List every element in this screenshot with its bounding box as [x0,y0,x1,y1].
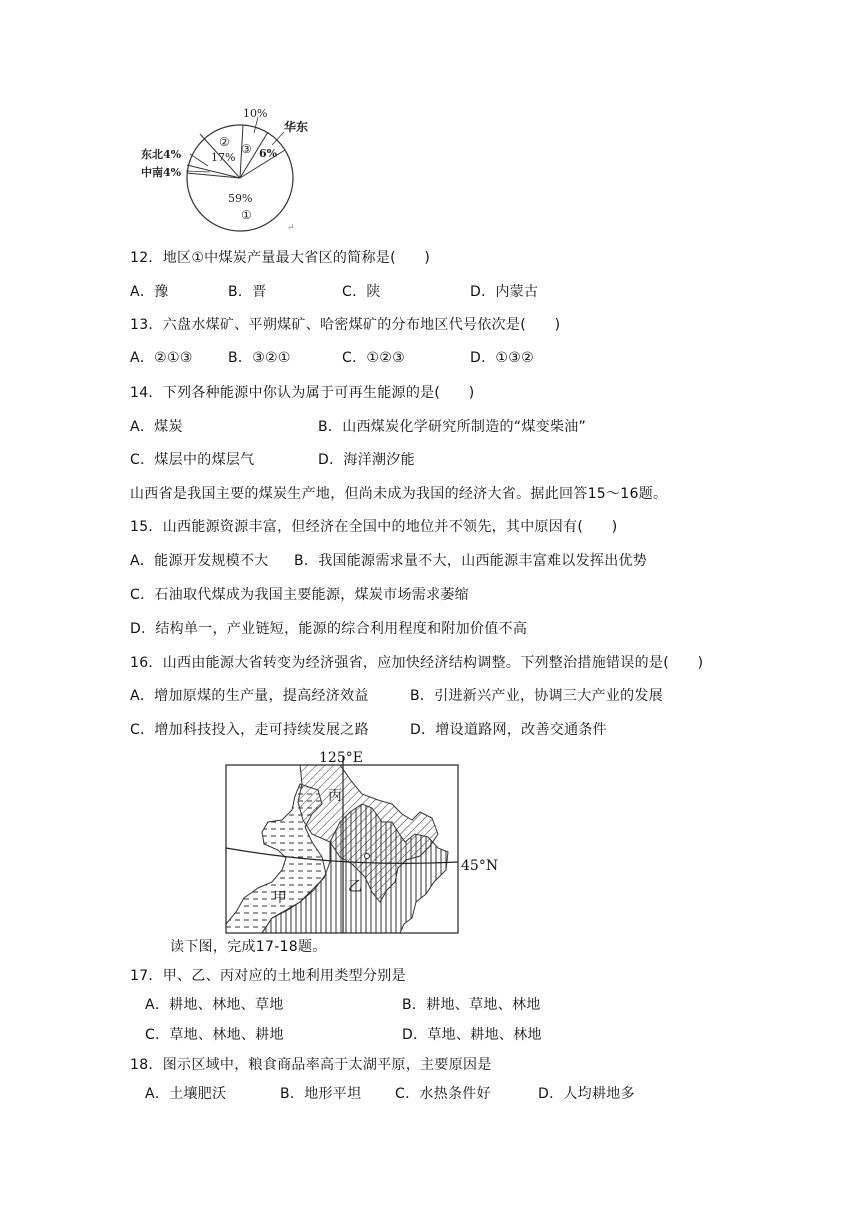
q15-option-d: D．结构单一，产业链短，能源的综合利用程度和附加价值不高 [130,621,528,637]
pie-label-central-south: 中南4% [141,166,182,179]
pie-label-east: 华东 [284,120,309,134]
pie-label-10pct: 10% [243,107,268,120]
q15-stem: 15．山西能源资源丰富，但经济在全国中的地位并不领先，其中原因有( ) [130,519,618,535]
intro-15-16: 山西省是我国主要的煤炭生产地，但尚未成为我国的经济大省。据此回答15～16题。 [130,486,668,502]
q14-option-c: C．煤层中的煤层气 [130,452,255,468]
lat-label: 45°N [461,858,499,874]
pie-label-59pct: 59% [228,192,253,205]
q14-option-a: A．煤炭 [130,419,183,435]
leader-line [186,171,210,172]
q14-stem: 14．下列各种能源中你认为属于可再生能源的是( ) [130,385,475,401]
q17-stem: 17．甲、乙、丙对应的土地利用类型分别是 [130,968,406,984]
pie-divider [187,173,240,178]
city-marker [365,854,370,859]
q12-option-d: D．内蒙古 [470,284,539,300]
q12-option-b: B．晋 [228,284,267,300]
q18-option-b: B．地形平坦 [280,1086,362,1102]
q13-option-c: C．①②③ [342,350,405,366]
q13-option-b: B．③②① [228,350,291,366]
label-bing: 丙 [328,788,342,804]
return-mark: ↵ [287,223,295,233]
q12-option-a: A．豫 [130,284,169,300]
q16-option-a: A．增加原煤的生产量，提高经济效益 [130,688,369,704]
q15-option-c: C．石油取代煤成为我国主要能源，煤炭市场需求萎缩 [130,587,469,603]
q12-stem: 12．地区①中煤炭产量最大省区的简称是( ) [130,250,431,266]
leader-line [272,132,284,145]
q18-option-c: C．水热条件好 [395,1086,491,1102]
q12-option-c: C．陕 [342,284,381,300]
q17-option-d: D．草地、耕地、林地 [402,1027,542,1043]
q16-option-b: B．引进新兴产业，协调三大产业的发展 [410,688,664,704]
q17-option-a: A．耕地、林地、草地 [145,997,284,1013]
q17-option-b: B．耕地、草地、林地 [402,997,541,1013]
lon-label: 125°E [319,750,363,766]
pie-label-region3: ③ [241,142,252,156]
q14-option-d: D．海洋潮汐能 [318,452,415,468]
q16-stem: 16．山西由能源大省转变为经济强省，应加快经济结构调整。下列整治措施错误的是( ) [130,655,704,671]
leader-line [190,154,208,166]
q16-option-c: C．增加科技投入，走可持续发展之路 [130,722,369,738]
pie-label-6pct: 6% [259,147,278,160]
label-jia: 甲 [273,890,287,906]
pie-label-region2: ② [219,135,230,149]
intro-17-18: 读下图，完成17-18题。 [170,939,327,955]
q15-option-b: B．我国能源需求量不大，山西能源丰富难以发挥出优势 [294,553,648,569]
q13-stem: 13．六盘水煤矿、平朔煤矿、哈密煤矿的分布地区代号依次是( ) [130,317,561,333]
q13-option-a: A．②①③ [130,350,193,366]
land-use-map [0,742,860,942]
q18-option-a: A．土壤肥沃 [145,1086,227,1102]
coal-pie-chart [0,0,860,240]
pie-label-northeast: 东北4% [141,148,182,161]
q17-option-c: C．草地、林地、耕地 [145,1027,284,1043]
q14-option-b: B．山西煤炭化学研究所制造的“煤变柴油” [318,419,587,435]
pie-label-region1: ① [241,208,252,222]
q13-option-d: D．①③② [470,350,534,366]
q16-option-d: D．增设道路网，改善交通条件 [410,722,607,738]
label-yi: 乙 [348,879,362,895]
q15-option-a: A．能源开发规模不大 [130,553,269,569]
pie-label-17pct: 17% [211,151,236,164]
q18-stem: 18．图示区域中，粮食商品率高于太湖平原，主要原因是 [130,1057,492,1073]
q18-option-d: D．人均耕地多 [538,1086,635,1102]
